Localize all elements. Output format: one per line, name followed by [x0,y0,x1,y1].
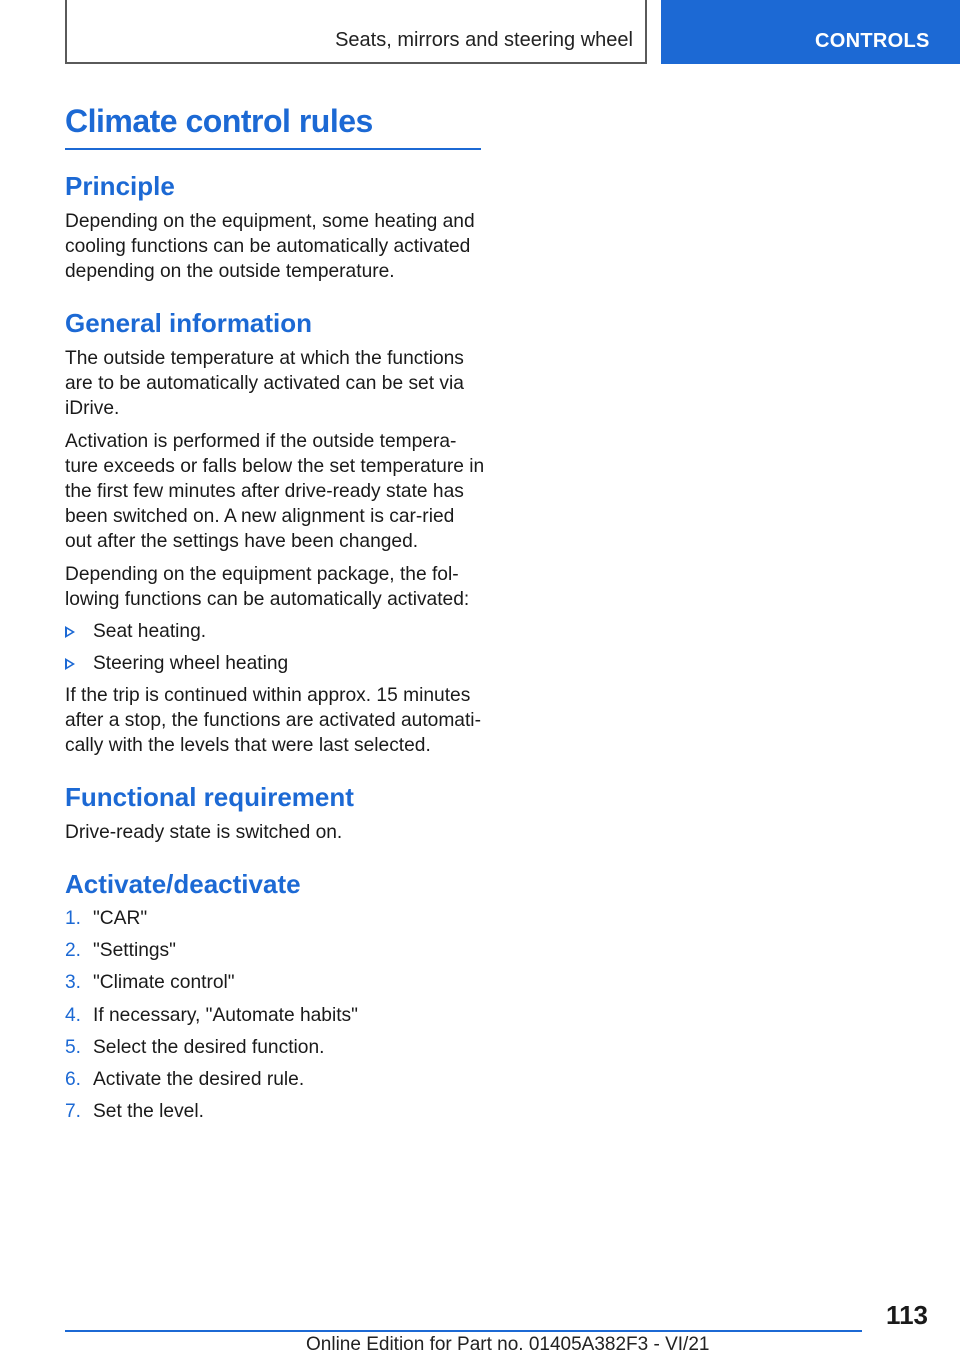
step-number: 1. [65,908,82,929]
step-text: "Climate control" [93,972,235,993]
page-number: 113 [886,1300,928,1330]
step-number: 7. [65,1101,82,1122]
general-paragraph-1: The outside temperature at which the functions are to be automatically activated can be set via iDrive. [65,348,464,419]
header-section-tab [65,0,647,64]
step-text: "CAR" [93,908,148,929]
triangle-bullet-icon [65,619,75,645]
list-item-text: Seat heating. [93,621,207,642]
heading-general-information: General information [65,308,313,338]
header-section-title: Seats, mirrors and steering wheel [335,29,633,51]
triangle-bullet-icon [65,651,75,677]
general-paragraph-4: If the trip is continued within approx. 15 minutes after a stop, the functions are activated automati‐cally with the levels that were last selected. [65,685,481,756]
heading-activate-deactivate: Activate/deactivate [65,869,301,899]
step-number: 6. [65,1069,82,1090]
step-text: Set the level. [93,1101,204,1122]
footer-edition: Online Edition for Part no. 01405A382F3 - VI/21 [306,1334,710,1355]
step-number: 4. [65,1005,82,1026]
step-number: 3. [65,972,82,993]
heading-principle: Principle [65,171,175,201]
header-chapter-title: CONTROLS [815,30,930,52]
step-text: If necessary, "Automate habits" [93,1005,358,1026]
general-paragraph-2: Activation is performed if the outside tempera‐ture exceeds or falls below the set temperature in the first few minutes after drive-ready state has been switched on. A new alignment is car‐ried out after the settings have been changed. [65,431,485,552]
principle-paragraph: Depending on the equipment, some heating and cooling functions can be automatically activated depending on the outside temperature. [65,211,475,282]
step-text: "Settings" [93,940,176,961]
general-paragraph-3: Depending on the equipment package, the fol‐lowing functions can be automatically activated: [65,564,470,610]
requirement-paragraph: Drive-ready state is switched on. [65,822,343,843]
step-text: Activate the desired rule. [93,1069,305,1090]
step-text: Select the desired function. [93,1037,325,1058]
step-number: 5. [65,1037,82,1058]
heading-functional-requirement: Functional requirement [65,782,354,812]
page-title: Climate control rules [65,103,481,150]
footer-divider [65,1330,862,1332]
list-item-text: Steering wheel heating [93,653,289,674]
header-chapter-tab [661,0,960,64]
step-number: 2. [65,940,82,961]
